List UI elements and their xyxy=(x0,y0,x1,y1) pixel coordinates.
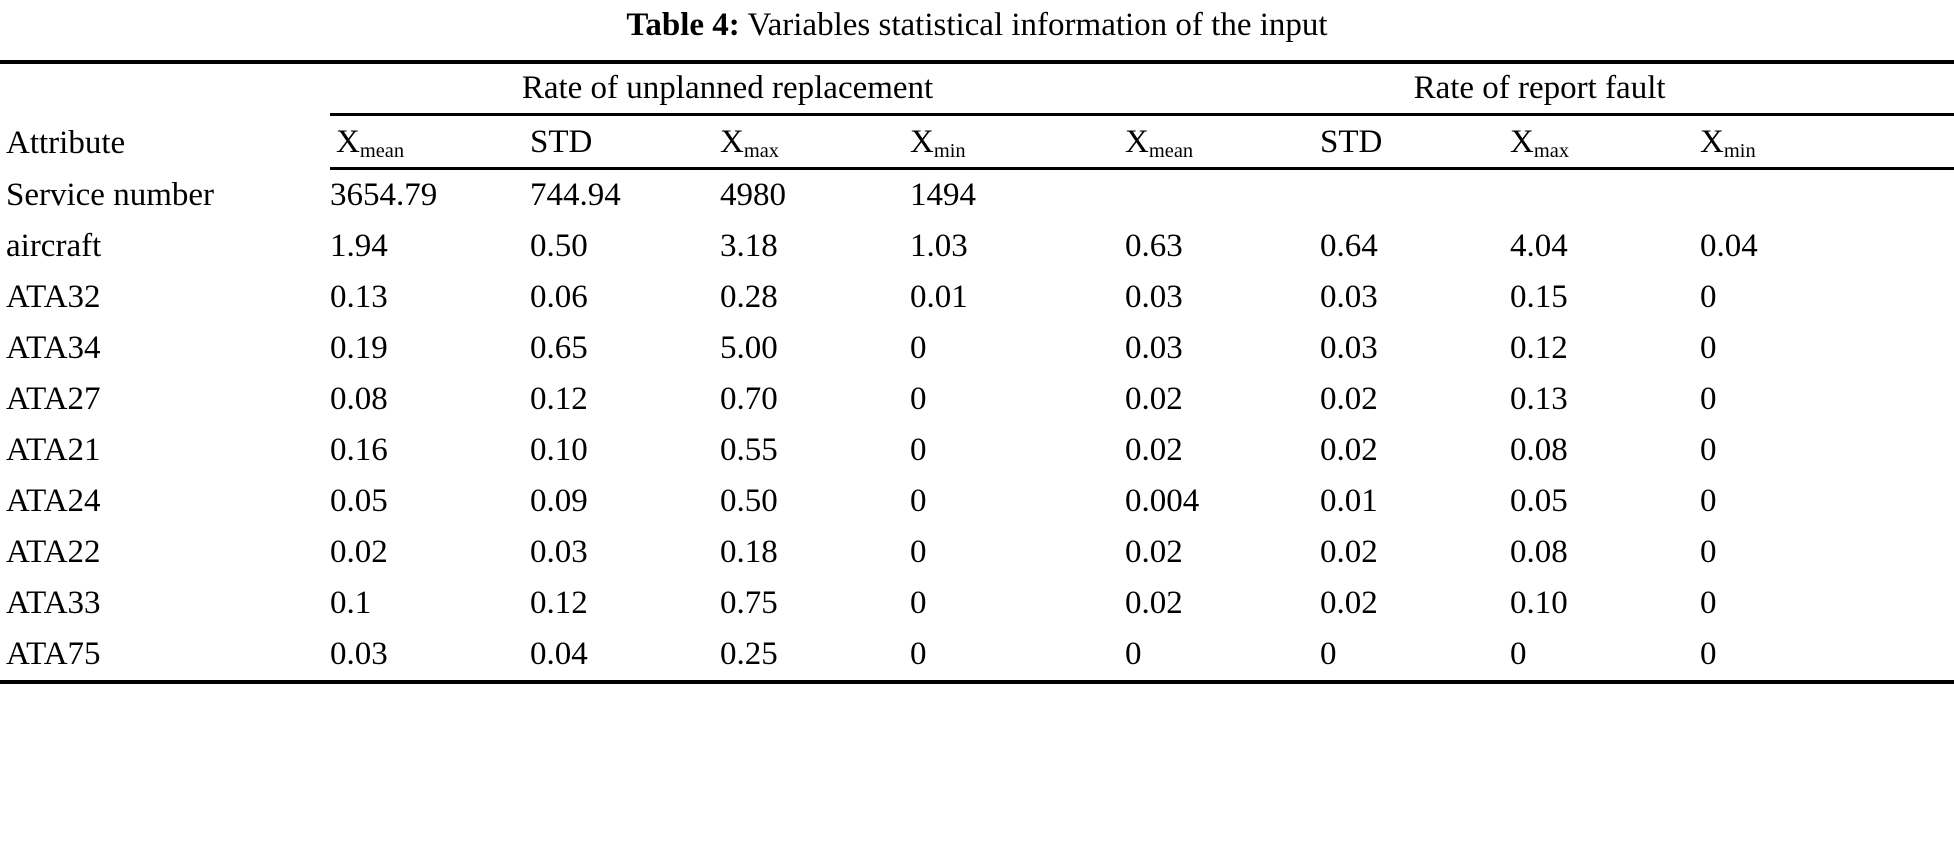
table-row xyxy=(0,221,1954,272)
subheader-xmax-unplanned xyxy=(720,114,910,168)
subheader-sub: mean xyxy=(359,139,405,162)
row-cell: 0.1 xyxy=(330,584,372,621)
row-cell: 0.16 xyxy=(330,431,388,468)
row-cell: 0.004 xyxy=(1125,482,1200,519)
row-cell: 0 xyxy=(910,431,927,468)
row-cell: 0.70 xyxy=(720,380,778,417)
row-cell: 0 xyxy=(1700,533,1717,570)
row-cell: 3.18 xyxy=(720,227,778,264)
row-cell: 0.63 xyxy=(1125,227,1183,264)
table-row xyxy=(0,629,1954,682)
row-cell xyxy=(1510,168,1700,221)
row-cell: 4980 xyxy=(720,176,786,213)
row-cell: 0.02 xyxy=(330,533,388,570)
table-row xyxy=(0,578,1954,629)
row-cell: 0.75 xyxy=(720,584,778,621)
row-cell: 0 xyxy=(910,482,927,519)
subheader-base: STD xyxy=(530,123,593,160)
row-cell: 0 xyxy=(910,533,927,570)
subheader-base: X xyxy=(1125,123,1149,160)
table-caption-text: Variables statistical information of the input xyxy=(747,7,1328,43)
subheader-xmin-unplanned xyxy=(910,114,1125,168)
subheader-base: X xyxy=(1700,123,1724,160)
row-cell xyxy=(1700,168,1954,221)
row-cell: 0.25 xyxy=(720,629,910,682)
row-cell: 0.55 xyxy=(720,431,778,468)
row-cell: 0.13 xyxy=(1510,380,1568,417)
table-row xyxy=(0,168,1954,221)
row-cell: 0.08 xyxy=(1510,431,1568,468)
subheader-sub: max xyxy=(1533,139,1570,162)
table-row xyxy=(0,374,1954,425)
row-cell: 0.19 xyxy=(330,329,388,366)
row-cell: 0.02 xyxy=(1320,431,1378,468)
subheader-xmean-unplanned xyxy=(330,114,530,168)
row-cell: 0.03 xyxy=(1320,278,1378,315)
header-group-unplanned-replacement: Rate of unplanned replacement xyxy=(330,62,1125,115)
row-cell: 0.03 xyxy=(1320,329,1378,366)
row-cell: 0 xyxy=(1125,629,1320,682)
row-cell: 0.64 xyxy=(1320,227,1378,264)
row-cell: 0 xyxy=(1700,584,1717,621)
row-cell: 0.18 xyxy=(720,533,778,570)
subheader-sub: max xyxy=(743,139,780,162)
row-attribute: ATA33 xyxy=(6,584,101,621)
header-attribute: Attribute xyxy=(0,62,330,169)
row-cell: 0.02 xyxy=(1125,533,1183,570)
row-cell: 0.05 xyxy=(330,482,388,519)
row-cell: 0.09 xyxy=(530,482,588,519)
row-cell: 0.02 xyxy=(1320,533,1378,570)
row-cell: 0.50 xyxy=(720,482,778,519)
subheader-base: X xyxy=(1510,123,1534,160)
row-attribute: ATA32 xyxy=(6,278,101,315)
row-cell: 0 xyxy=(910,584,927,621)
table-caption xyxy=(0,0,1954,60)
table-row xyxy=(0,323,1954,374)
row-cell: 0.02 xyxy=(1125,584,1183,621)
row-cell: 0 xyxy=(1700,629,1954,682)
row-cell xyxy=(1125,168,1320,221)
row-cell: 0 xyxy=(1320,629,1510,682)
row-attribute: Service number xyxy=(6,176,215,213)
subheader-std-unplanned xyxy=(530,114,720,168)
row-cell: 0 xyxy=(910,629,1125,682)
row-cell: 0.10 xyxy=(1510,584,1568,621)
statistics-table xyxy=(0,60,1954,684)
row-cell: 0 xyxy=(910,380,927,417)
row-cell: 0.03 xyxy=(1125,278,1183,315)
row-cell: 0.15 xyxy=(1510,278,1568,315)
subheader-sub: min xyxy=(933,139,966,162)
row-cell: 0 xyxy=(1700,482,1717,519)
row-cell: 744.94 xyxy=(530,176,621,213)
row-attribute: ATA22 xyxy=(6,533,101,570)
row-attribute: ATA75 xyxy=(0,629,330,682)
row-attribute: ATA34 xyxy=(6,329,101,366)
row-attribute: ATA21 xyxy=(6,431,101,468)
table-row xyxy=(0,425,1954,476)
subheader-base: X xyxy=(336,123,360,160)
table-caption-label: Table 4: xyxy=(626,7,740,43)
row-cell: 0 xyxy=(1700,329,1717,366)
row-cell: 0.28 xyxy=(720,278,778,315)
row-cell: 0.08 xyxy=(1510,533,1568,570)
table-row xyxy=(0,272,1954,323)
row-cell: 0 xyxy=(1700,431,1717,468)
subheader-sub: min xyxy=(1723,139,1756,162)
subheader-sub: mean xyxy=(1148,139,1194,162)
subheader-xmax-fault xyxy=(1510,114,1700,168)
table-row xyxy=(0,476,1954,527)
row-cell: 0.04 xyxy=(1700,227,1758,264)
row-cell: 0.04 xyxy=(530,629,720,682)
row-attribute: aircraft xyxy=(6,227,102,264)
row-cell: 0.03 xyxy=(330,629,530,682)
row-attribute: ATA27 xyxy=(6,380,101,417)
row-cell: 0.50 xyxy=(530,227,588,264)
row-cell: 0.12 xyxy=(530,584,588,621)
header-group-report-fault: Rate of report fault xyxy=(1125,62,1954,115)
subheader-xmean-fault xyxy=(1125,114,1320,168)
row-cell: 0.02 xyxy=(1320,584,1378,621)
row-cell: 0.65 xyxy=(530,329,588,366)
row-cell: 5.00 xyxy=(720,329,778,366)
subheader-std-fault xyxy=(1320,114,1510,168)
row-cell: 1.03 xyxy=(910,227,968,264)
row-cell: 0.10 xyxy=(530,431,588,468)
row-cell: 1494 xyxy=(910,176,976,213)
row-cell: 0.13 xyxy=(330,278,388,315)
row-cell: 0.02 xyxy=(1125,431,1183,468)
row-cell: 0 xyxy=(910,329,927,366)
subheader-base: X xyxy=(720,123,744,160)
row-cell: 4.04 xyxy=(1510,227,1568,264)
row-cell: 3654.79 xyxy=(330,176,438,213)
row-cell: 0.02 xyxy=(1125,380,1183,417)
row-cell: 0.02 xyxy=(1320,380,1378,417)
row-cell: 0.12 xyxy=(530,380,588,417)
row-cell: 0.12 xyxy=(1510,329,1568,366)
row-cell: 0.05 xyxy=(1510,482,1568,519)
row-cell: 0 xyxy=(1700,278,1717,315)
row-cell: 0.03 xyxy=(1125,329,1183,366)
row-cell: 0.06 xyxy=(530,278,588,315)
row-attribute: ATA24 xyxy=(6,482,101,519)
table-row xyxy=(0,527,1954,578)
subheader-base: X xyxy=(910,123,934,160)
row-cell xyxy=(1320,168,1510,221)
subheader-base: STD xyxy=(1320,123,1383,160)
row-cell: 0.08 xyxy=(330,380,388,417)
row-cell: 1.94 xyxy=(330,227,388,264)
subheader-xmin-fault xyxy=(1700,114,1954,168)
row-cell: 0 xyxy=(1510,629,1700,682)
row-cell: 0 xyxy=(1700,380,1717,417)
row-cell: 0.01 xyxy=(910,278,968,315)
row-cell: 0.03 xyxy=(530,533,588,570)
table-header-group-row xyxy=(0,62,1954,115)
row-cell: 0.01 xyxy=(1320,482,1378,519)
